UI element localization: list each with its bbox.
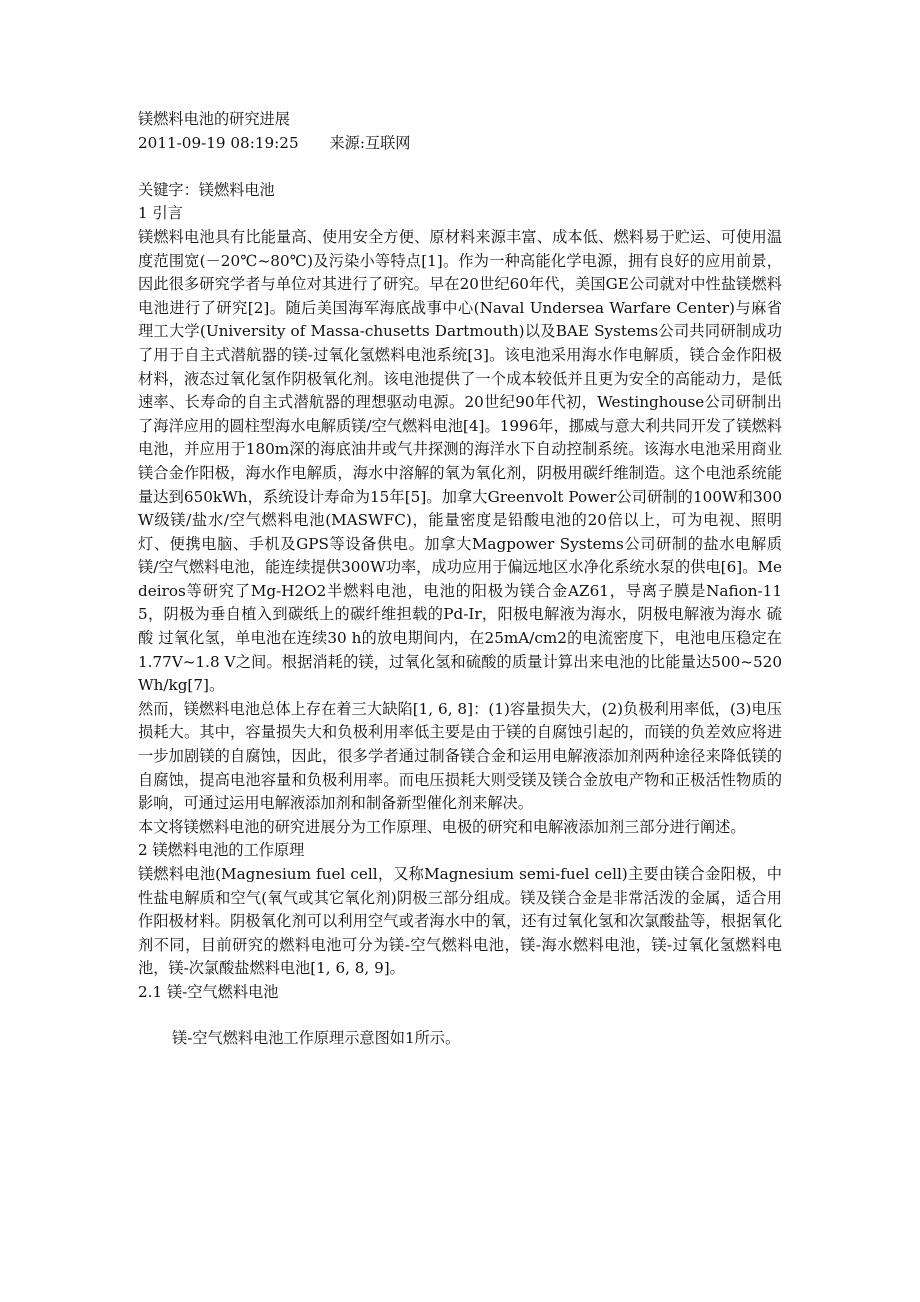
- article-meta: [138, 132, 782, 156]
- section-heading-principle: 2 镁燃料电池的工作原理: [138, 841, 305, 860]
- subsection-heading-mg-air: 2.1 镁-空气燃料电池: [138, 982, 279, 1001]
- paragraph-intro-scope: 本文将镁燃料电池的研究进展分为工作原理、电极的研究和电解液添加剂三部分进行阐述。: [138, 817, 746, 836]
- document-page: [138, 108, 782, 1050]
- paragraph-intro-defects: 然而，镁燃料电池总体上存在着三大缺陷[1, 6, 8]：(1)容量损失大，(2)负极利用率低，(3)电压损耗大。其中，容量损失大和负极利用率低主要是由于镁的自腐蚀引起的，而镁的负差效应将进一步加剧镁的自腐蚀，因此，很多学者通过制备镁合金和运用电解液添加剂两种途径来降低镁的自腐蚀，提高电池容量和负极利用率。而电压损耗大则受镁及镁合金放电产物和正极活性物质的影响，可通过运用电解液添加剂和制备新型催化剂来解决。: [138, 699, 782, 813]
- paragraph-intro-history: 镁燃料电池具有比能量高、使用安全方便、原材料来源丰富、成本低、燃料易于贮运、可使用温度范围宽(－20℃~80℃)及污染小等特点[1]。作为一种高能化学电源，拥有良好的应用前景，因此很多研究学者与单位对其进行了研究。早在20世纪60年代，美国GE公司就对中性盐镁燃料电池进行了研究[2]。随后美国海军海底战事中心(Naval Undersea Warfare Center)与麻省理工大学(University of Massa-chusetts Dartmouth)以及BAE Systems公司共同研制成功了用于自主式潜航器的镁-过氧化氢燃料电池系统[3]。该电池采用海水作电解质，镁合金作阳极材料，液态过氧化氢作阴极氧化剂。该电池提供了一个成本较低并且更为安全的高能动力，是低速率、长寿命的自主式潜航器的理想驱动电源。20世纪90年代初，Westinghouse公司研制出了海洋应用的圆柱型海水电解质镁/空气燃料电池[4]。1996年，挪威与意大利共同开发了镁燃料电池，并应用于180m深的海底油井或气井探测的海洋水下自动控制系统。该海水电池采用商业镁合金作阳极，海水作电解质，海水中溶解的氧为氧化剂，阴极用碳纤维制造。这个电池系统能量达到650kWh，系统设计寿命为15年[5]。加拿大Greenvolt Power公司研制的100W和300W级镁/盐水/空气燃料电池(MASWFC)，能量密度是铅酸电池的20倍以上，可为电视、照明灯、便携电脑、手机及GPS等设备供电。加拿大Magpower Systems公司研制的盐水电解质镁/空气燃料电池，能连续提供300W功率，成功应用于偏远地区水净化系统水泵的供电[6]。Medeiros等研究了Mg-H2O2半燃料电池，电池的阳极为镁合金AZ61，导离子膜是Nafion-115，阴极为垂自植入到碳纸上的碳纤维担载的Pd-Ir，阳极电解液为海水，阴极电解液为海水 硫酸 过氧化氢，单电池在连续30 h的放电期间内，在25mA/cm2的电流密度下，电池电压稳定在1.77V~1.8 V之间。根据消耗的镁，过氧化氢和硫酸的质量计算出来电池的比能量达500~520Wh/kg[7]。: [138, 227, 782, 695]
- article-title: 镁燃料电池的研究进展: [138, 110, 290, 128]
- section-heading-intro: 1 引言: [138, 204, 183, 223]
- article-date: 2011-09-19 08:19:25: [138, 133, 299, 152]
- paragraph-principle: 镁燃料电池(Magnesium fuel cell，又称Magnesium semi-fuel cell)主要由镁合金阳极，中性盐电解质和空气(氧气或其它氧化剂)阴极三部分组成。镁及镁合金是非常活泼的金属，适合用作阳极材料。阴极氧化剂可以利用空气或者海水中的氧，还有过氧化氢和次氯酸盐等，根据氧化剂不同，目前研究的燃料电池可分为镁-空气燃料电池，镁-海水燃料电池，镁-过氧化氢燃料电池，镁-次氯酸盐燃料电池[1, 6, 8, 9]。: [138, 865, 782, 978]
- spacer: [138, 155, 782, 179]
- article-source: 来源:互联网: [329, 133, 411, 152]
- figure-reference: 镁-空气燃料电池工作原理示意图如1所示。: [172, 1028, 461, 1047]
- article-keywords: 关键字：镁燃料电池: [138, 180, 275, 199]
